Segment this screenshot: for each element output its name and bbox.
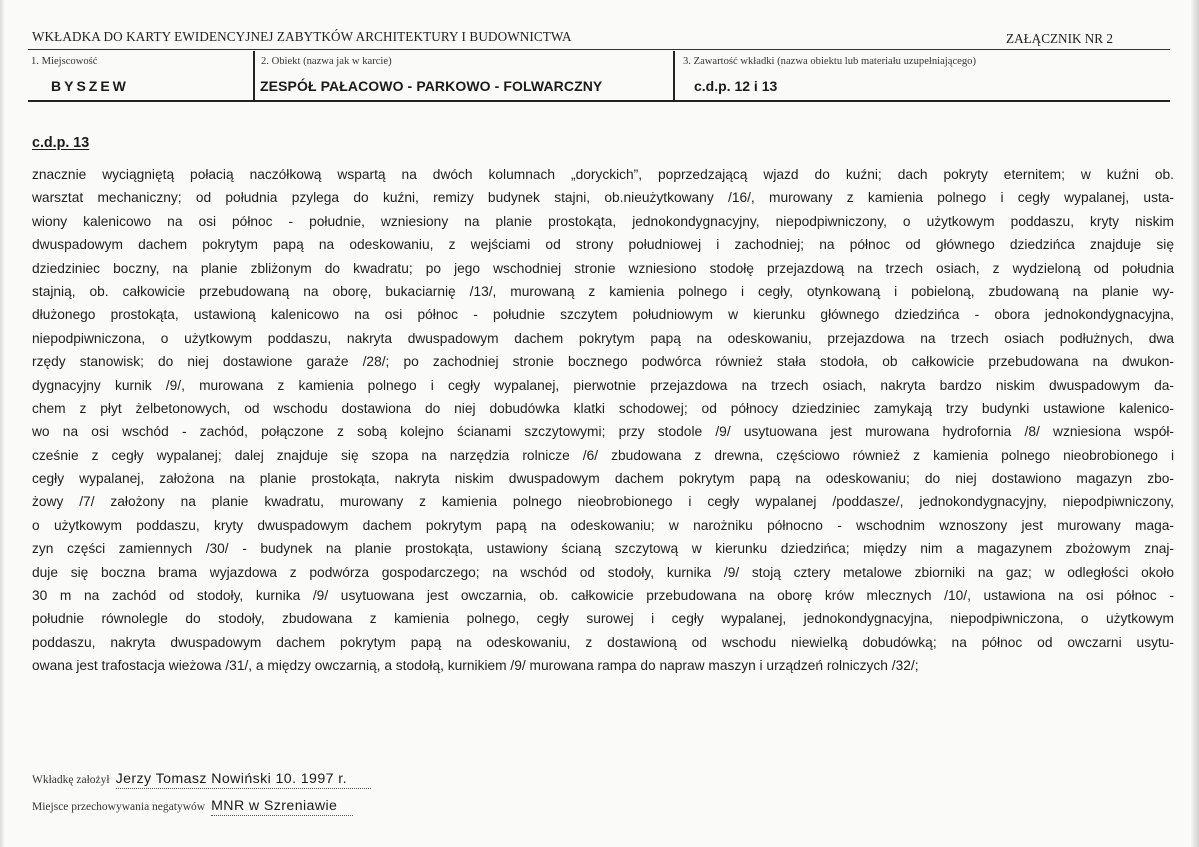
header-fields-table <box>28 51 1170 102</box>
field-object-label: 2. Obiekt (nazwa jak w karcie) <box>261 56 392 67</box>
body-line: dłużonego prostokąta, ustawioną kalenicowo na osi północ - południe szczytem południowym w kierunku głównego dziedzińca - obora jednokondygnacyjna, <box>32 307 1174 323</box>
body-line: wiony kalenicowo na osi północ - południe, wzniesiony na planie prostokąta, jednokondygnacyjny, niepodpiwniczony, o użytkowym poddaszu, kryty niskim <box>32 213 1174 229</box>
body-line: żowy /7/ założony na planie kwadratu, murowany z kamienia polnego nieobrobionego i cegły wypalanej /poddasze/, jednokondygnacyjny, niepodpiwniczony, <box>32 494 1174 510</box>
prepared-by-value: Jerzy Tomasz Nowiński 10. 1997 r. <box>116 771 371 789</box>
field-object <box>253 51 673 100</box>
body-line: owana jest trafostacja wieżowa /31/, a między owczarnią, a stodołą, kurnikiem /9/ murowana rampa do napraw maszyn i urządzeń rolniczych /32/; <box>32 658 919 674</box>
negatives-location-value: MNR w Szreniawie <box>211 798 353 816</box>
prepared-by-row <box>32 770 371 789</box>
body-line: dygnacyjny kurnik /9/, murowana z kamienia polnego i cegły wypalanej, pierwotnie przejazdowa na trzech osiach, nakryta bardzo niskim dwuspadowym da- <box>32 377 1174 393</box>
body-line: duje się boczna brama wyjazdowa z podwórza gospodarczego; na wschód od stodoły, kurnika /9/ stoją cztery metalowe zbiorniki na gaz; w odległości około <box>32 564 1174 580</box>
body-line: poddaszu, nakryta dwuspadowym dachem pokrytym papą na odeskowaniu, z dostawioną od wschodu niewielką dobudówką; na północ od owczarni usytu- <box>32 634 1174 650</box>
body-line: warsztat mechaniczny; od południa pzylega do kuźni, remizy budynek stajni, ob.nieużytkowany /16/, murowany z kamienia polnego i cegły wypalanej, usta- <box>32 190 1174 206</box>
header-rule <box>28 49 1170 50</box>
negatives-location-row <box>32 797 353 816</box>
section-heading: c.d.p. 13 <box>32 135 90 151</box>
field-object-value: ZESPÓŁ PAŁACOWO - PARKOWO - FOLWARCZNY <box>260 78 603 94</box>
negatives-location-label: Miejsce przechowywania negatywów <box>32 801 206 813</box>
field-contents <box>673 51 1170 100</box>
body-line: chem z płyt żelbetonowych, od wschodu dostawiona do niej dobudówka klatki schodowej; od północy dziedziniec zamykają trzy budynki ustawione kalenico- <box>32 400 1174 416</box>
scan-edge-right <box>1191 0 1199 847</box>
body-line: o użytkowym poddaszu, kryty dwuspadowym dachem pokrytym papą na odeskowaniu; w narożniku północno - wschodnim wznoszony jest murowany maga- <box>32 517 1174 533</box>
body-line: stajnią, ob. całkowicie przebudowaną na oborę, bukaciarnię /13/, murowaną z kamienia polnego i cegły, otynkowaną i pobieloną, zbudowaną na planie wy- <box>32 283 1174 299</box>
field-locality-label: 1. Miejscowość <box>31 56 98 67</box>
body-line: zyn części zamiennych /30/ - budynek na planie prostokąta, ustawiony ścianą szczytową w kierunku dziedzińca; między nim a magazynem zbożowym znaj- <box>32 541 1174 557</box>
body-line: 30 m na zachód od stodoły, kurnika /9/ usytuowana jest owczarnia, ob. całkowicie przebudowana na oborę krów mlecznych /10/, ustawiona na osi północ - <box>32 588 1174 604</box>
prepared-by-label: Wkładkę założył <box>32 774 110 786</box>
body-line: rzędy stanowisk; do niej dostawione garaże /28/; po zachodniej stronie bocznego podwórca również stała stodoła, ob całkowicie przebudowana na dwukon- <box>32 354 1174 370</box>
body-line: cześnie z cegły wypalanej; dalej znajduje się szopa na narzędzia rolnicze /6/ zbudowana z drewna, częściowo również z kamienia polnego nieobrobionego i <box>32 447 1174 463</box>
body-line: cegły wypalanej, założona na planie prostokąta, nakryta niskim dwuspadowym dachem pokrytym papą na odeskowaniu; do niej dostawiono magazyn zbo- <box>32 471 1174 487</box>
field-contents-value: c.d.p. 12 i 13 <box>694 78 778 94</box>
body-line: wo na osi wschód - zachód, połączone z sobą kolejno ścianami szczytowymi; przy stodole /9/ usytuowana jest murowana hydrofornia /8/ wzniesiona współ- <box>32 424 1174 440</box>
field-locality <box>28 51 253 100</box>
body-line: południe równolegle do stodoły, zbudowana z kamienia polnego, cegły surowej i cegły wypalanej, jednokondygnacyjna, niepodpiwniczona, o użytkowym <box>32 611 1174 627</box>
field-locality-value: BYSZEW <box>51 78 129 94</box>
field-contents-label: 3. Zawartość wkładki (nazwa obiektu lub materiału uzupełniającego) <box>683 56 976 67</box>
body-line: niepodpiwniczona, o użytkowym poddaszu, nakryta dwuspadowym dachem pokrytym papą na odeskowaniu, przejazdowa na trzech osiach podłużnych, dwa <box>32 330 1174 346</box>
body-text <box>32 163 1174 678</box>
body-line: dwuspadowym dachem pokrytym papą na odeskowaniu, z wejściami od strony południowej i zachodniej; na północ od głównego dziedzińca znajduje się <box>32 237 1174 253</box>
form-title: WKŁADKA DO KARTY EWIDENCYJNEJ ZABYTKÓW ARCHITEKTURY I BUDOWNICTWA <box>32 29 572 44</box>
scan-edge-left <box>0 0 4 847</box>
attachment-number: ZAŁĄCZNIK NR 2 <box>1006 31 1113 46</box>
body-line: dziedziniec boczny, na planie zbliżonym do kwadratu; po jego wschodniej stronie wzniesiono stodołę przejazdową na trzech osiach, z wydzieloną od południa <box>32 260 1174 276</box>
body-line: znacznie wyciągniętą połacią naczółkową wspartą na dwóch kolumnach „doryckich”, poprzedzającą wjazd do kuźni; dach pokryty eternitem; w kuźni ob. <box>32 167 1174 182</box>
